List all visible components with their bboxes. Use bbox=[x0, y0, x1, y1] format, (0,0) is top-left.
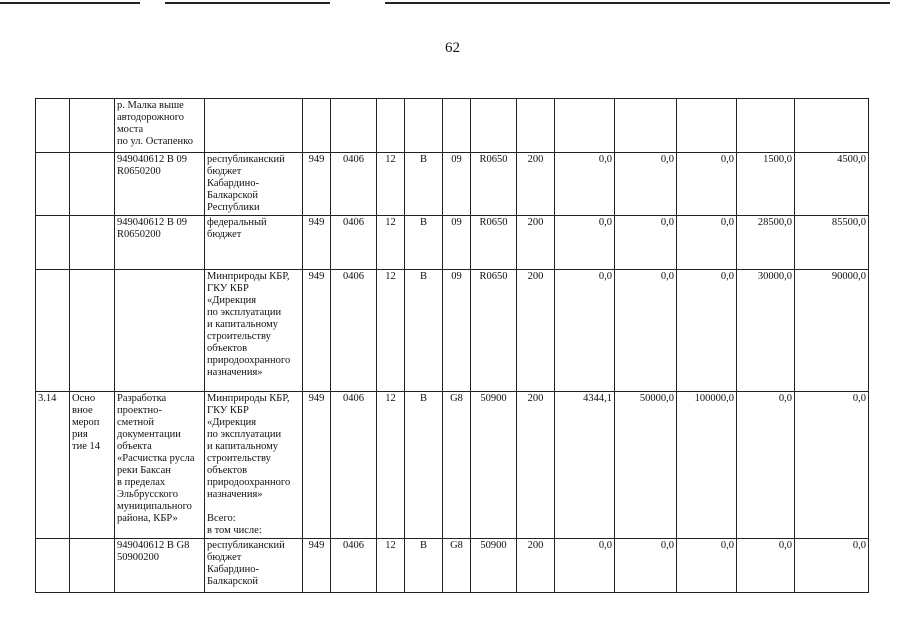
subsection-code: 12 bbox=[377, 270, 405, 392]
value-col-1: 0,0 bbox=[555, 539, 615, 593]
activity-type bbox=[70, 99, 115, 153]
value-col-5: 4500,0 bbox=[795, 153, 869, 216]
funding-source: республиканский бюджет Кабардино- Балкарской bbox=[205, 539, 303, 593]
activity-name bbox=[115, 270, 205, 392]
subsection-code: 12 bbox=[377, 216, 405, 270]
table-row bbox=[36, 99, 869, 153]
section-code: 0406 bbox=[331, 216, 377, 270]
value-col-5: 0,0 bbox=[795, 539, 869, 593]
value-col-4: 30000,0 bbox=[737, 270, 795, 392]
value-col-5: 85500,0 bbox=[795, 216, 869, 270]
funding-source: республиканский бюджет Кабардино- Балкарской Республики bbox=[205, 153, 303, 216]
target-article-part3: R0650 bbox=[471, 153, 517, 216]
budget-table bbox=[35, 98, 869, 593]
target-article-part3: 50900 bbox=[471, 539, 517, 593]
table-row bbox=[36, 270, 869, 392]
row-number bbox=[36, 99, 70, 153]
top-rule bbox=[165, 2, 330, 4]
grbs-code: 949 bbox=[303, 216, 331, 270]
value-col-1 bbox=[555, 99, 615, 153]
value-col-4: 1500,0 bbox=[737, 153, 795, 216]
value-col-4 bbox=[737, 99, 795, 153]
activity-name: р. Малка выше автодорожного моста по ул. Остапенко bbox=[115, 99, 205, 153]
value-col-1: 0,0 bbox=[555, 270, 615, 392]
expense-type-code: 200 bbox=[517, 153, 555, 216]
expense-type-code bbox=[517, 99, 555, 153]
table-row bbox=[36, 539, 869, 593]
target-article-part2 bbox=[443, 99, 471, 153]
activity-type bbox=[70, 153, 115, 216]
value-col-2 bbox=[615, 99, 677, 153]
funding-source: Минприроды КБР, ГКУ КБР «Дирекция по эксплуатации и капитальному строительству объектов природоохранного назначения» bbox=[205, 270, 303, 392]
value-col-1: 0,0 bbox=[555, 153, 615, 216]
value-col-5 bbox=[795, 99, 869, 153]
value-col-3: 0,0 bbox=[677, 270, 737, 392]
section-code: 0406 bbox=[331, 539, 377, 593]
top-rule bbox=[0, 2, 140, 4]
target-article-part1: В bbox=[405, 216, 443, 270]
target-article-part3: 50900 bbox=[471, 392, 517, 539]
expense-type-code: 200 bbox=[517, 216, 555, 270]
funding-source bbox=[205, 99, 303, 153]
target-article-part2: 09 bbox=[443, 216, 471, 270]
expense-type-code: 200 bbox=[517, 392, 555, 539]
row-number bbox=[36, 216, 70, 270]
section-code: 0406 bbox=[331, 392, 377, 539]
activity-name: 949040612 В 09 R0650200 bbox=[115, 153, 205, 216]
target-article-part1: В bbox=[405, 270, 443, 392]
value-col-1: 0,0 bbox=[555, 216, 615, 270]
subsection-code: 12 bbox=[377, 392, 405, 539]
target-article-part3: R0650 bbox=[471, 216, 517, 270]
value-col-2: 0,0 bbox=[615, 539, 677, 593]
target-article-part2: G8 bbox=[443, 539, 471, 593]
value-col-2: 50000,0 bbox=[615, 392, 677, 539]
activity-type bbox=[70, 216, 115, 270]
grbs-code: 949 bbox=[303, 270, 331, 392]
grbs-code: 949 bbox=[303, 392, 331, 539]
target-article-part1: В bbox=[405, 392, 443, 539]
target-article-part2: 09 bbox=[443, 153, 471, 216]
value-col-2: 0,0 bbox=[615, 270, 677, 392]
grbs-code bbox=[303, 99, 331, 153]
target-article-part1 bbox=[405, 99, 443, 153]
subsection-code: 12 bbox=[377, 153, 405, 216]
value-col-3: 0,0 bbox=[677, 216, 737, 270]
value-col-3: 100000,0 bbox=[677, 392, 737, 539]
target-article-part2: 09 bbox=[443, 270, 471, 392]
expense-type-code: 200 bbox=[517, 539, 555, 593]
subsection-code bbox=[377, 99, 405, 153]
target-article-part3: R0650 bbox=[471, 270, 517, 392]
value-col-2: 0,0 bbox=[615, 216, 677, 270]
activity-type bbox=[70, 270, 115, 392]
value-col-2: 0,0 bbox=[615, 153, 677, 216]
target-article-part1: В bbox=[405, 539, 443, 593]
table-row bbox=[36, 153, 869, 216]
funding-source: федеральный бюджет bbox=[205, 216, 303, 270]
subsection-code: 12 bbox=[377, 539, 405, 593]
value-col-4: 0,0 bbox=[737, 539, 795, 593]
value-col-3 bbox=[677, 99, 737, 153]
activity-type bbox=[70, 539, 115, 593]
grbs-code: 949 bbox=[303, 153, 331, 216]
value-col-4: 28500,0 bbox=[737, 216, 795, 270]
funding-source: Минприроды КБР, ГКУ КБР «Дирекция по эксплуатации и капитальному строительству объектов природоохранного назначения» Всего: в том числе: bbox=[205, 392, 303, 539]
activity-name: 949040612 В G8 50900200 bbox=[115, 539, 205, 593]
target-article-part2: G8 bbox=[443, 392, 471, 539]
expense-type-code: 200 bbox=[517, 270, 555, 392]
activity-name: 949040612 В 09 R0650200 bbox=[115, 216, 205, 270]
page-number: 62 bbox=[445, 40, 460, 56]
value-col-3: 0,0 bbox=[677, 153, 737, 216]
section-code bbox=[331, 99, 377, 153]
value-col-5: 0,0 bbox=[795, 392, 869, 539]
table-row bbox=[36, 392, 869, 539]
activity-type: Осно вное мероп рия тие 14 bbox=[70, 392, 115, 539]
section-code: 0406 bbox=[331, 270, 377, 392]
section-code: 0406 bbox=[331, 153, 377, 216]
value-col-3: 0,0 bbox=[677, 539, 737, 593]
top-rule bbox=[385, 2, 890, 4]
row-number: 3.14 bbox=[36, 392, 70, 539]
target-article-part1: В bbox=[405, 153, 443, 216]
table-row bbox=[36, 216, 869, 270]
row-number bbox=[36, 539, 70, 593]
target-article-part3 bbox=[471, 99, 517, 153]
value-col-5: 90000,0 bbox=[795, 270, 869, 392]
grbs-code: 949 bbox=[303, 539, 331, 593]
row-number bbox=[36, 270, 70, 392]
value-col-4: 0,0 bbox=[737, 392, 795, 539]
value-col-1: 4344,1 bbox=[555, 392, 615, 539]
row-number bbox=[36, 153, 70, 216]
activity-name: Разработка проектно- сметной документации объекта «Расчистка русла реки Баксан в пределах Эльбрусского муниципального района, КБР» bbox=[115, 392, 205, 539]
